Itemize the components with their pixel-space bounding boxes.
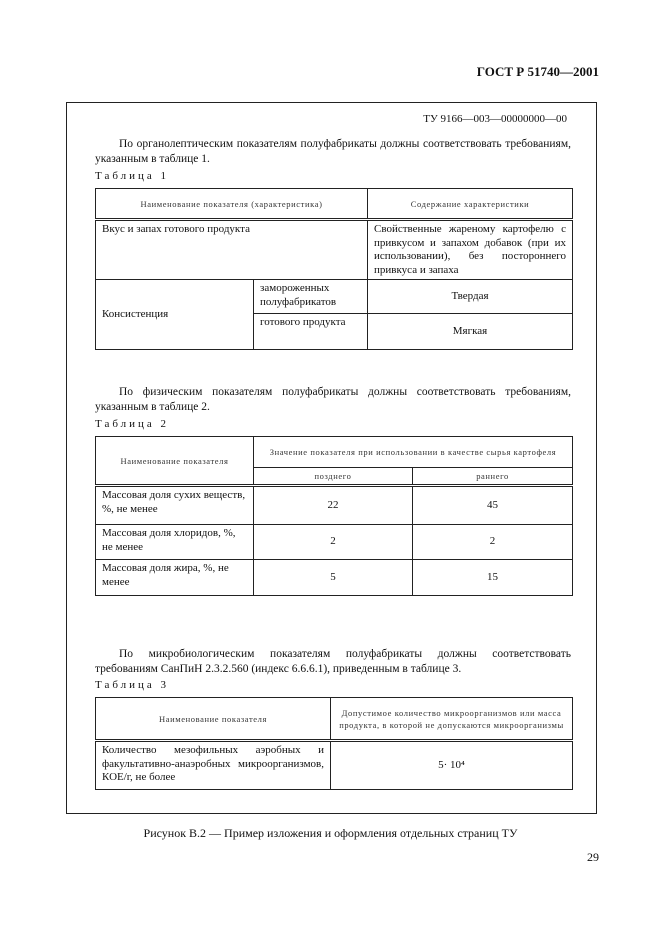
t3-header-value: Допустимое количество микроорганизмов или масса продукта, в которой не допускаются микроорганизмы [331, 698, 573, 741]
t2-cell: 2 [254, 525, 413, 560]
table2-caption: Таблица 2 [95, 418, 170, 430]
t3-header-name: Наименование показателя [96, 698, 331, 741]
t1-cell: замороженных полуфабрикатов [254, 280, 368, 314]
table3-caption: Таблица 3 [95, 679, 170, 691]
t2-header-name: Наименование показателя [96, 437, 254, 486]
t1-cell: Мягкая [368, 314, 573, 350]
t1-cell: Консистенция [96, 280, 254, 350]
tu-code: ТУ 9166—003—00000000—00 [423, 113, 567, 125]
t1-header-content: Содержание характеристики [368, 189, 573, 220]
table-1 [95, 188, 573, 350]
t1-cell: Твердая [368, 280, 573, 314]
t3-cell: Количество мезофильных аэробных и факультативно-анаэробных микроорганизмов, КОЕ/г, не более [96, 741, 331, 790]
standard-number: ГОСТ Р 51740—2001 [476, 64, 599, 79]
t1-header-name: Наименование показателя (характеристика) [96, 189, 368, 220]
t1-cell: готового продукта [254, 314, 368, 350]
t2-cell: 15 [413, 560, 573, 596]
t2-cell: 2 [413, 525, 573, 560]
t2-header-late: позднего [254, 468, 413, 486]
t2-cell: Массовая доля жира, %, не менее [96, 560, 254, 596]
table-2 [95, 436, 573, 596]
t3-cell: 5· 10⁴ [331, 741, 573, 790]
t2-cell: 22 [254, 486, 413, 525]
t2-cell: Массовая доля сухих веществ, %, не менее [96, 486, 254, 525]
table-3 [95, 697, 573, 790]
t2-header-early: раннего [413, 468, 573, 486]
paragraph-1: По органолептическим показателям полуфабрикаты должны соответствовать требованиям, указанным в таблице 1. [95, 138, 571, 165]
t2-cell: 45 [413, 486, 573, 525]
t2-cell: 5 [254, 560, 413, 596]
paragraph-2: По физическим показателям полуфабрикаты должны соответствовать требованиям, указанным в таблице 2. [95, 386, 571, 413]
table1-caption: Таблица 1 [95, 170, 170, 182]
page-number: 29 [587, 850, 599, 864]
t1-cell: Вкус и запах готового продукта [96, 220, 368, 280]
paragraph-3: По микробиологическим показателям полуфабрикаты должны соответствовать требованиям СанПиН 2.3.2.560 (индекс 6.6.6.1), приведенным в таблице 3. [95, 648, 571, 675]
figure-caption: Рисунок В.2 — Пример изложения и оформления отдельных страниц ТУ [143, 826, 518, 840]
t2-header-value: Значение показателя при использовании в качестве сырья картофеля [254, 437, 573, 468]
t2-cell: Массовая доля хлоридов, %, не менее [96, 525, 254, 560]
t1-cell: Свойственные жареному картофелю с привкусом и запахом добавок (при их использовании), без постороннего привкуса и запаха [368, 220, 573, 280]
